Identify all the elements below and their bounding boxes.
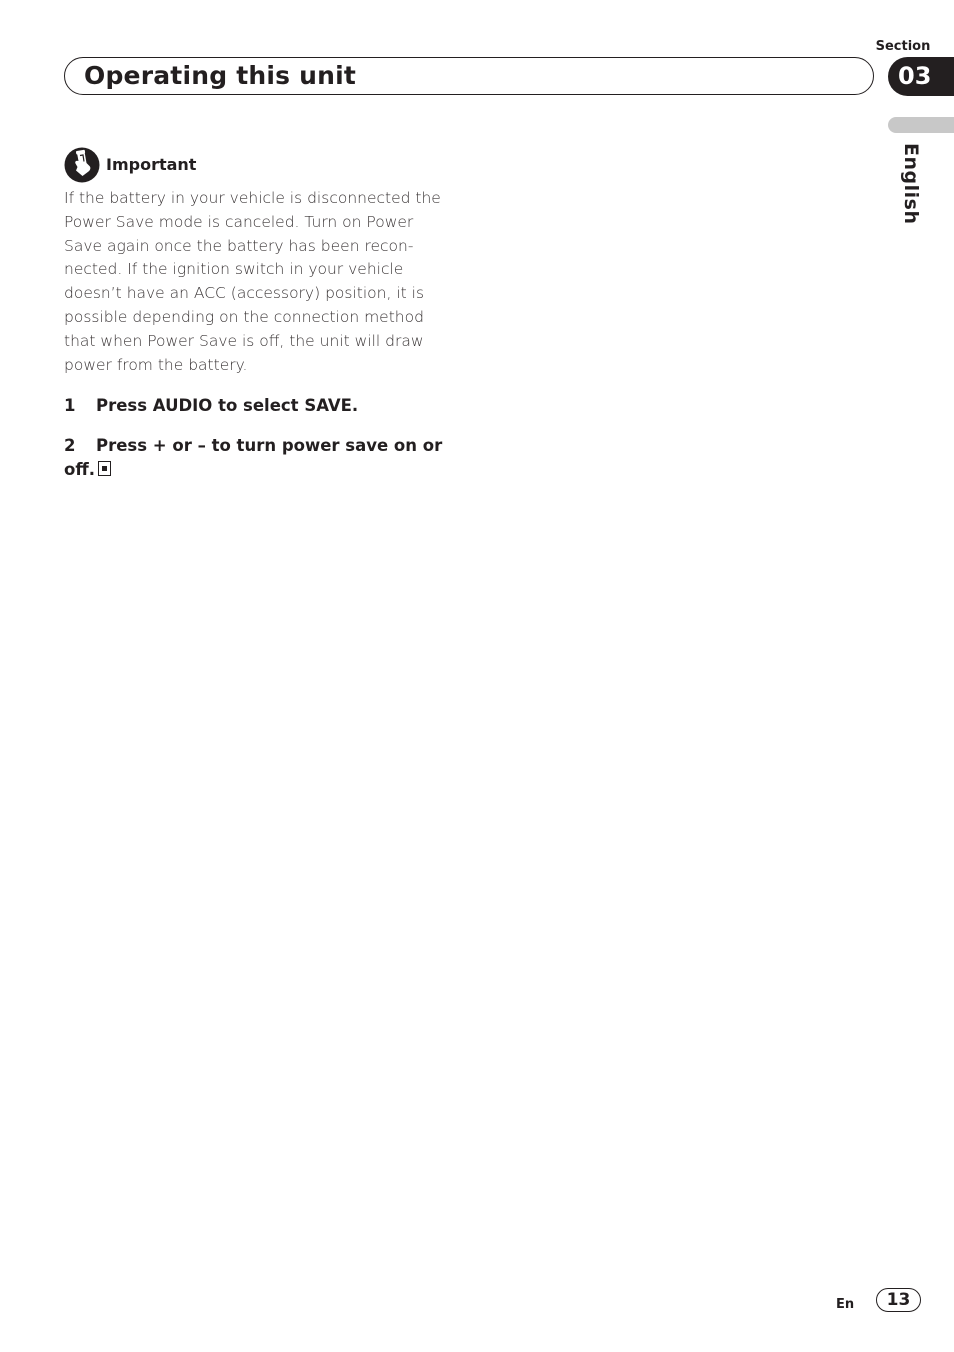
step-number: 2 — [64, 436, 76, 455]
important-body — [64, 187, 440, 377]
body-line: doesn’t have an ACC (accessory) position, it is — [64, 284, 425, 303]
page-title-bar — [64, 57, 874, 95]
body-line: that when Power Save is off, the unit will draw — [64, 331, 424, 350]
page-number: 13 — [876, 1288, 921, 1312]
body-line: nected. If the ignition switch in your vehicle — [64, 260, 404, 279]
step-2 — [64, 434, 444, 482]
body-line: Power Save mode is canceled. Turn on Power — [64, 212, 414, 231]
end-of-section-icon — [98, 461, 111, 476]
important-label: Important — [106, 154, 197, 174]
footer-language-code: En — [836, 1297, 855, 1312]
step-number: 1 — [64, 396, 76, 415]
language-tab — [888, 117, 954, 133]
language-label: English — [900, 143, 922, 225]
step-1 — [64, 394, 444, 418]
step-text: Press + or – to turn power save on or — [96, 436, 443, 455]
section-label: Section — [875, 39, 931, 54]
body-line: Save again once the battery has been recon- — [64, 236, 414, 255]
important-hand-icon — [64, 147, 100, 183]
section-number-tab: 03 — [888, 57, 954, 96]
important-heading — [64, 147, 196, 183]
body-line: power from the battery. — [64, 355, 248, 374]
step-text: Press AUDIO to select SAVE. — [96, 396, 359, 415]
step-text-continued: off. — [64, 460, 95, 479]
body-line: If the battery in your vehicle is disconnected the — [64, 189, 441, 207]
page-title: Operating this unit — [84, 61, 357, 90]
body-line: possible depending on the connection method — [64, 307, 424, 326]
